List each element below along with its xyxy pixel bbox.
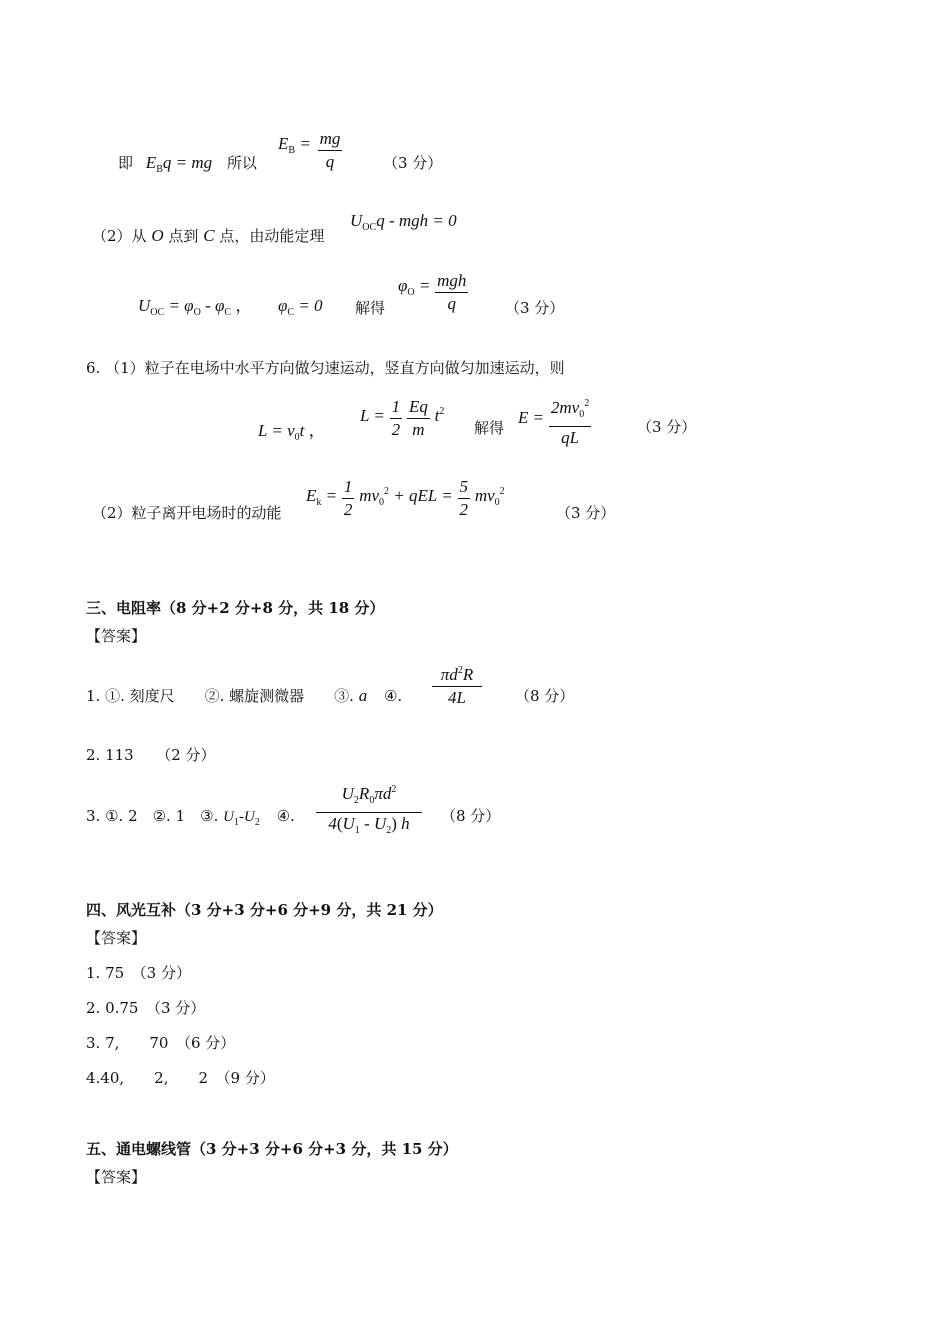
q6-l-v0t: $L = v_0t$ ，: [258, 421, 326, 443]
s1-line: [118, 153, 257, 180]
s2-jiede: 解得: [355, 299, 386, 317]
q6-jiede: 解得: [474, 419, 505, 437]
q6-points-1: （3 分）: [637, 418, 697, 436]
q6-part1: 6. （1）粒子在电场中水平方向做匀速运动，竖直方向做匀加速运动，则: [86, 359, 565, 377]
q6-e-formula: E = $\frac{2mv_0^2}{qL}$: [518, 393, 591, 449]
sec3-answer-label: 【答案】: [86, 627, 147, 645]
s2-phic-eq: $\varphi_C = 0$: [278, 296, 323, 318]
sec3-a2: 2. 113 （2 分）: [86, 746, 216, 764]
sec4-item: 2. 0.75 （3 分）: [86, 999, 206, 1017]
s2-points: （3 分）: [505, 299, 565, 317]
s2-phio-formula: $\varphi_O$ = $\frac{\text{mgh}}{q}$: [398, 271, 467, 313]
sec3-a3-formula: $\frac{U_2R_0\pi d^2}{4(U_1 - U_2) h}$: [316, 779, 422, 842]
s2-phio-den: q: [447, 294, 457, 313]
sec3-a3-points: （8 分）: [441, 807, 501, 825]
s1-eb-formula: $E_B$ = $\frac{mg}{q}$: [278, 129, 341, 171]
sec3-title: 三、电阻率（8 分+2 分+8 分，共 18 分）: [86, 599, 385, 617]
sec4-title: 四、风光互补（3 分+3 分+6 分+9 分，共 21 分）: [86, 901, 443, 919]
sec4-answer-label: 【答案】: [86, 929, 147, 947]
s1-eq1: $E_Bq$ = mg: [145, 153, 213, 175]
s2-phio-num: mgh: [435, 270, 468, 293]
sec3-a1-text: 1. ①. 刻度尺 ②. 螺旋测微器 ③. a ④.: [86, 686, 403, 705]
s1-ji: 即: [118, 154, 134, 172]
sec3-a1-formula: $\frac{\pi d^2R}{4L}$: [432, 660, 482, 709]
point-o: O: [151, 226, 164, 245]
s2-kinetic-eq: $U_{OC}q$ - mgh = 0: [350, 211, 457, 233]
sec4-item: 1. 75 （3 分）: [86, 964, 191, 982]
s2-intro: （2）从 O 点到 C 点，由动能定理: [92, 226, 325, 245]
q6-l-accel: L = $\frac{1}{2}$ $\frac{Eq}{m}$ $t^2$: [360, 397, 445, 439]
s1-eb-num: mg: [318, 128, 343, 151]
sec4-item: 4.40, 2, 2 （9 分）: [86, 1069, 275, 1087]
point-c: C: [203, 226, 215, 245]
s1-eb-den: q: [325, 152, 335, 171]
s2-uoc-eq: $U_{OC} = \varphi_O - \varphi_C$ ，: [138, 296, 253, 318]
q6-ek-formula: $E_k$ = $\frac{1}{2}$ $mv_0^2$ + qEL = $\frac{5}{2}$ $mv_0^2$: [306, 477, 505, 519]
sec3-a1-points: （8 分）: [515, 687, 575, 705]
sec4-item: 3. 7, 70 （6 分）: [86, 1034, 236, 1052]
sec5-title: 五、通电螺线管（3 分+3 分+6 分+3 分，共 15 分）: [86, 1140, 458, 1158]
s1-suoyi: 所以: [226, 154, 257, 172]
sec3-a3-text: 3. ①. 2 ②. 1 ③. $U_1-U_2$ ④.: [86, 807, 295, 828]
sec5-answer-label: 【答案】: [86, 1168, 147, 1186]
q6-points-2: （3 分）: [556, 504, 616, 522]
q6-part2: （2）粒子离开电场时的动能: [92, 504, 282, 522]
s1-points: （3 分）: [383, 154, 443, 172]
